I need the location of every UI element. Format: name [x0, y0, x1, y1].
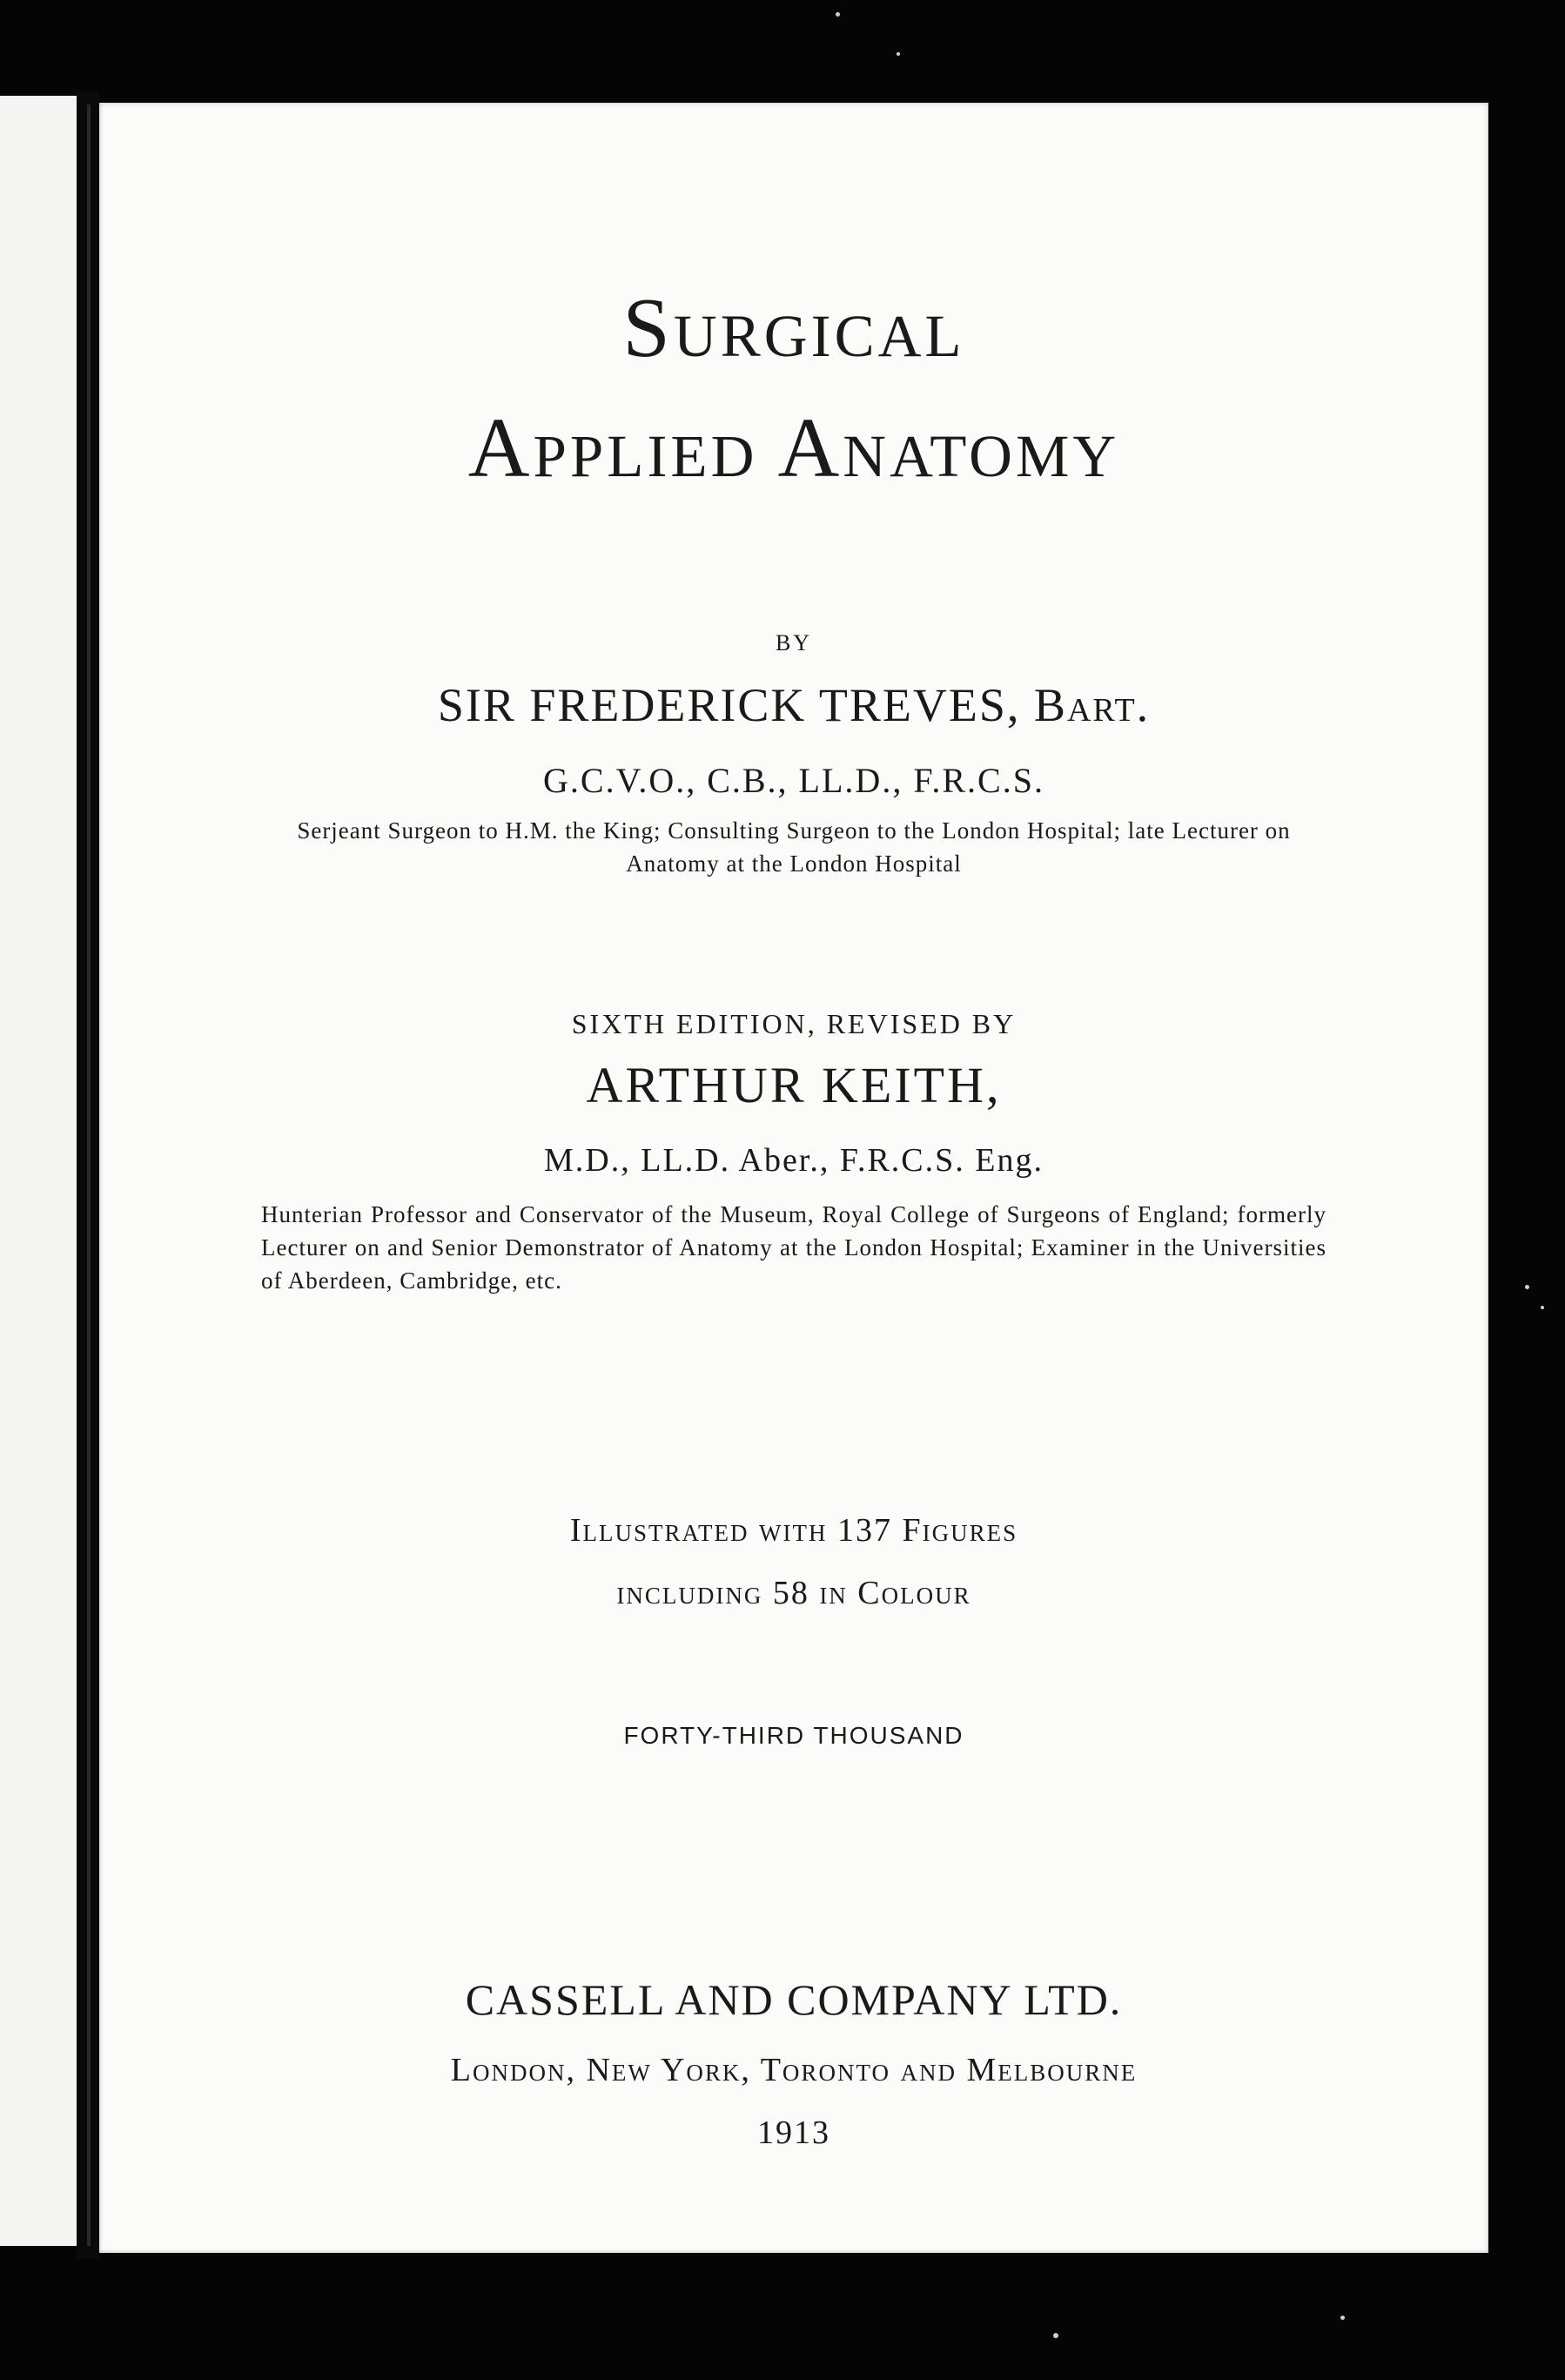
publisher-name: CASSELL AND COMPANY LTD.: [465, 1975, 1123, 2024]
publisher-cities: London, New York, Toronto and Melbourne: [450, 2052, 1138, 2088]
by-label: BY: [775, 630, 813, 656]
reviser-degrees: M.D., LL.D. Aber., F.R.C.S. Eng.: [544, 1142, 1044, 1179]
illustrations-line-2: including 58 in Colour: [616, 1575, 971, 1611]
author-description: Serjeant Surgeon to H.M. the King; Consulting Surgeon to the London Hospital; late Lecturer on Anatomy at the London Hospital: [297, 817, 1291, 877]
printing-statement: FORTY-THIRD THOUSAND: [623, 1722, 964, 1749]
author-name: [99, 679, 1488, 731]
book-title-line-1: Surgical: [622, 281, 965, 375]
gutter-line: [87, 104, 91, 2246]
reviser-description: Hunterian Professor and Conservator of the Museum, Royal College of Surgeons of England; formerly Lecturer on and Senior Demonstrator of Anatomy at the London Hospital; Examiner in the Universities of Aberdeen, Cambridge, etc.: [261, 1201, 1327, 1294]
author-suffix: Bart.: [1033, 679, 1151, 731]
facing-page-edge: [0, 96, 77, 2246]
title-page: [99, 103, 1488, 2253]
publication-year: 1913: [757, 2114, 830, 2151]
reviser-name: ARTHUR KEITH,: [586, 1057, 1002, 1113]
illustrations-line-1: Illustrated with 137 Figures: [569, 1512, 1018, 1549]
author-degrees: G.C.V.O., C.B., LL.D., F.R.C.S.: [543, 761, 1044, 800]
book-title-line-2: Applied Anatomy: [467, 401, 1120, 495]
author-name-text: SIR FREDERICK TREVES,: [437, 679, 1021, 731]
edition-statement: SIXTH EDITION, REVISED BY: [571, 1008, 1017, 1039]
